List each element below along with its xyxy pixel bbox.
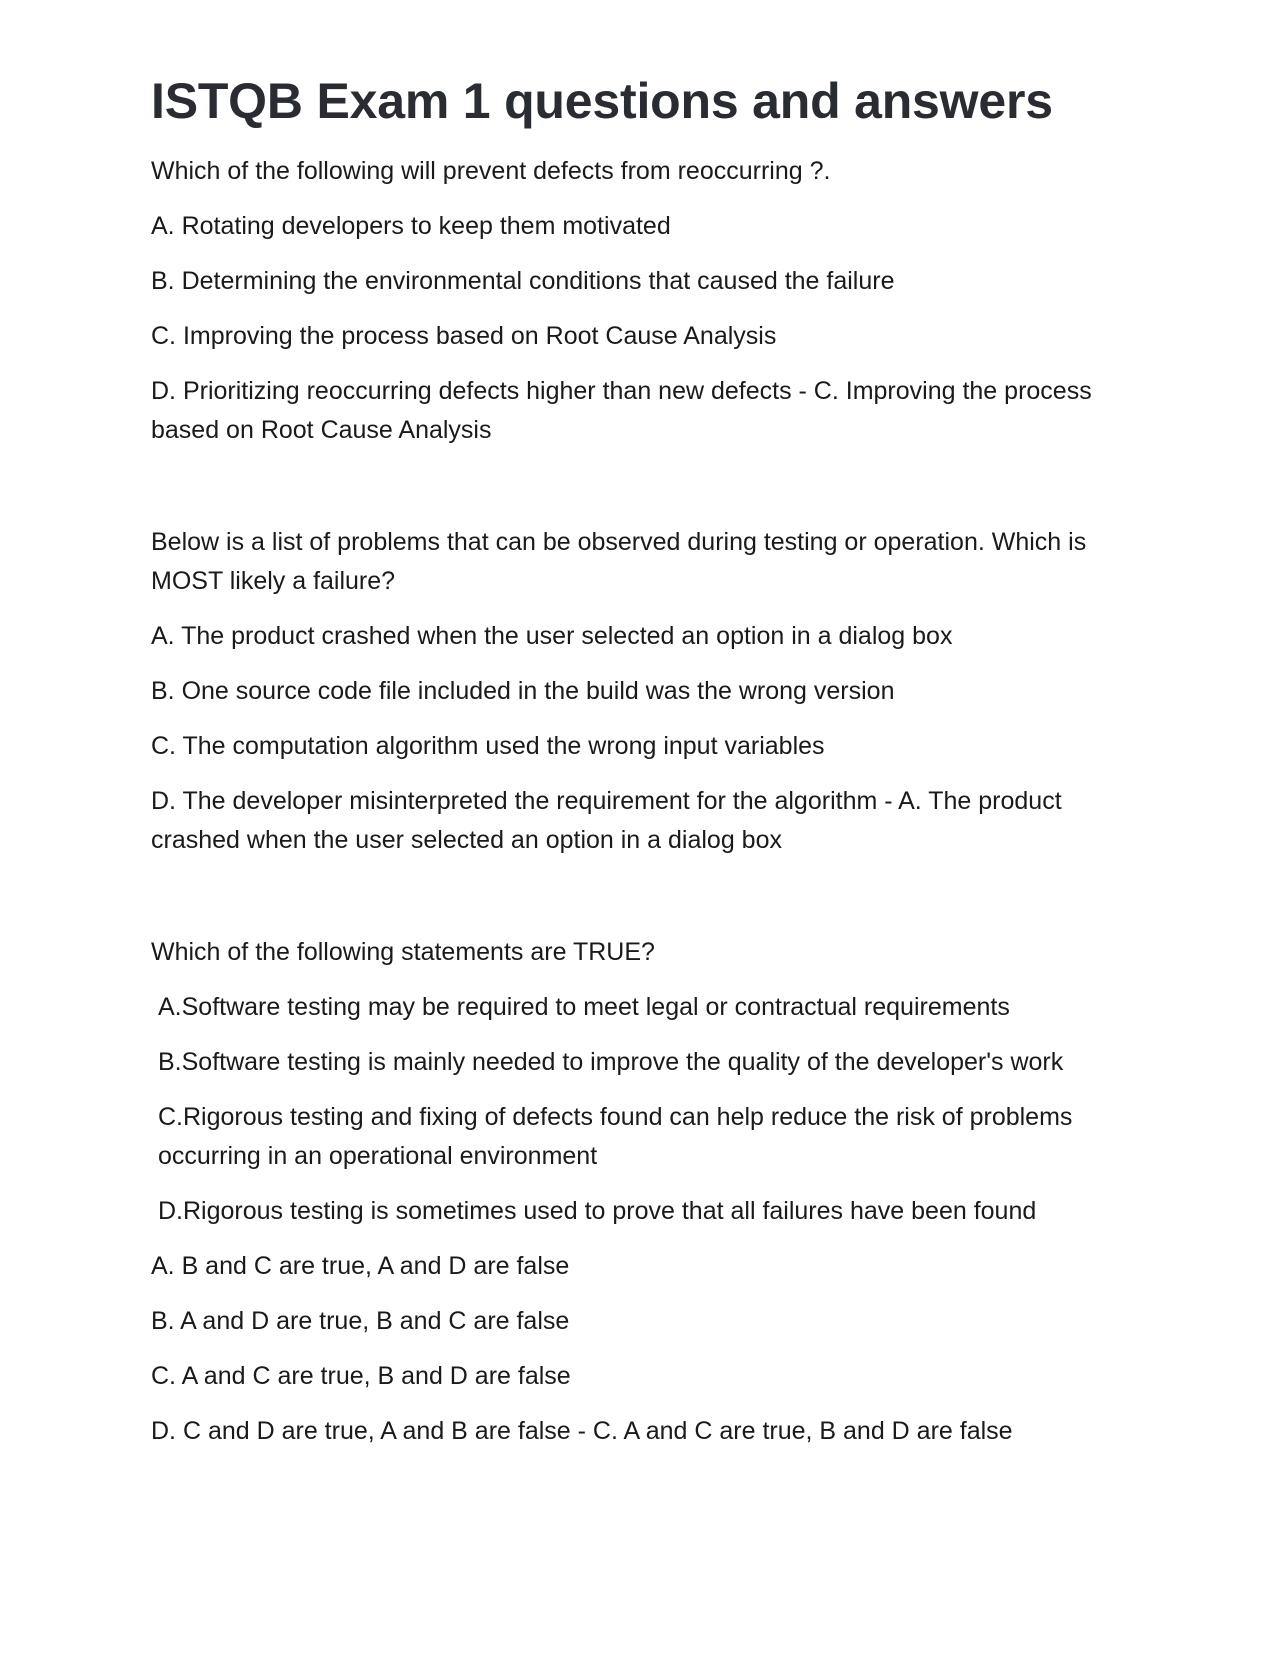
- statement-item: C.Rigorous testing and fixing of defects found can help reduce the risk of problems occurring in an operational environment: [158, 1103, 1073, 1170]
- question-prompt: Below is a list of problems that can be observed during testing or operation. Which is MOST likely a failure?: [151, 528, 1087, 595]
- document-page: [151, 66, 1111, 1467]
- statement-item: A.Software testing may be required to meet legal or contractual requirements: [158, 993, 1010, 1021]
- answer-option: D. C and D are true, A and B are false - C. A and C are true, B and D are false: [151, 1417, 1013, 1445]
- question-prompt: Which of the following statements are TRUE?: [151, 938, 655, 966]
- answer-option: A. Rotating developers to keep them motivated: [151, 212, 671, 240]
- answer-option: A. The product crashed when the user selected an option in a dialog box: [151, 622, 953, 650]
- answer-option: C. Improving the process based on Root Cause Analysis: [151, 322, 777, 350]
- page-title: ISTQB Exam 1 questions and answers: [151, 73, 1053, 129]
- question-1: [151, 152, 1111, 450]
- statement-item: D.Rigorous testing is sometimes used to prove that all failures have been found: [158, 1197, 1037, 1225]
- answer-option: C. The computation algorithm used the wrong input variables: [151, 732, 825, 760]
- statement-item: B.Software testing is mainly needed to improve the quality of the developer's work: [158, 1048, 1064, 1076]
- question-3: [151, 933, 1111, 1451]
- answer-option: A. B and C are true, A and D are false: [151, 1252, 570, 1280]
- question-prompt: Which of the following will prevent defects from reoccurring ?.: [151, 157, 831, 185]
- answer-option: D. Prioritizing reoccurring defects higher than new defects - C. Improving the process based on Root Cause Analysis: [151, 377, 1092, 444]
- answer-option: B. Determining the environmental conditions that caused the failure: [151, 267, 895, 295]
- answer-option: B. A and D are true, B and C are false: [151, 1307, 570, 1335]
- answer-option: C. A and C are true, B and D are false: [151, 1362, 571, 1390]
- answer-option: B. One source code file included in the build was the wrong version: [151, 677, 895, 705]
- answer-option: D. The developer misinterpreted the requirement for the algorithm - A. The product crashed when the user selected an option in a dialog box: [151, 787, 1062, 854]
- question-2: [151, 523, 1111, 860]
